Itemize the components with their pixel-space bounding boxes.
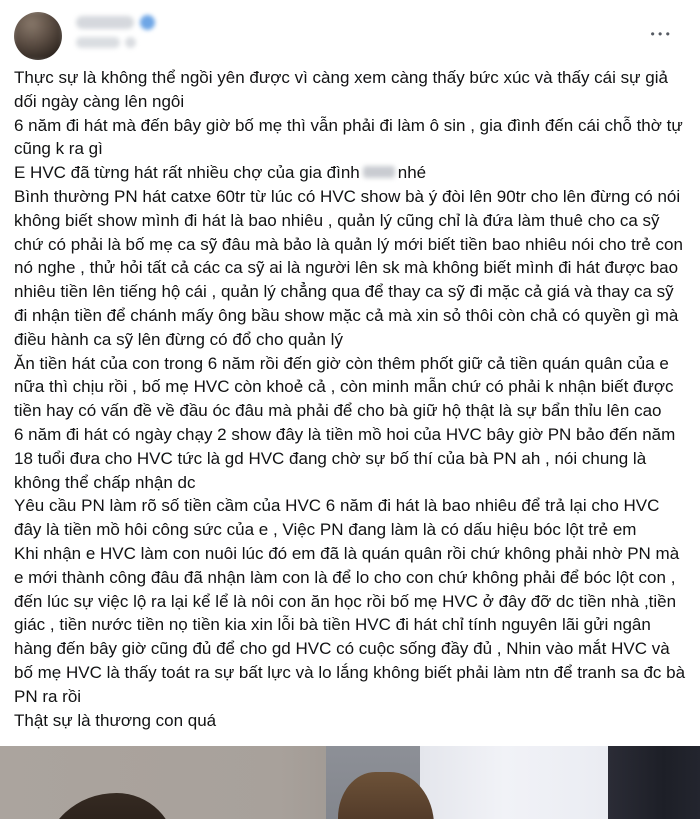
avatar[interactable] <box>14 12 62 60</box>
post-paragraph: Thực sự là không thể ngồi yên được vì càng xem càng thấy bức xúc và thấy cái sự giả dối ngày càng lên ngôi <box>14 68 668 111</box>
post-paragraph: 6 năm đi hát mà đến bây giờ bố mẹ thì vẫn phải đi làm ô sin , gia đình đến cái chỗ thờ tự cũng k ra gì <box>14 115 683 159</box>
blurred-author-name[interactable] <box>76 16 134 29</box>
blurred-timestamp[interactable] <box>76 37 120 48</box>
post-header <box>0 0 700 62</box>
author-name-row <box>76 15 155 30</box>
post-paragraph: Khi nhận e HVC làm con nuôi lúc đó em đã là quán quân rồi chứ không phải nhờ PN mà e mới thành công đâu đã nhận làm con là để lo cho con chứ không phải để bóc lột con , đến lúc sự việc lộ ra lại kể lể là nôi con ăn học rồi bố mẹ HVC ở đây đỡ dc tiền nhà ,tiền giác , tiền nước tiền nọ tiền kia xin lỗi bà tiền HVC đi hát chỉ tính nguyên lãi gửi ngân hàng đến bây giờ cũng đủ để cho gd HVC có cuộc sống đầy đủ , Nhin vào mắt HVC và bố mẹ HVC là thấy toát ra sự bất lực và lo lắng không biết phải làm ntn để tranh sa đc bà PN ra rồi <box>14 543 686 706</box>
privacy-globe-icon <box>125 37 136 48</box>
post-paragraph: Bình thường PN hát catxe 60tr từ lúc có HVC show bà ý đòi lên 90tr cho lên đừng có nói không biết show mình đi hát là bao nhiêu , quản lý cũng chỉ là đứa làm thuê cho ca sỹ chứ có phải là bố mẹ ca sỹ đâu mà bảo là quản lý mới biết tiền bao nhiêu nói cho trẻ con nó nghe , thử hỏi tất cả các ca sỹ ai là người lên sk mà không biết mình đi hát được bao nhiêu tiền lên tiếng hộ cái , quản lý chẳng qua để thay ca sỹ đi mặc cả giá và thay ca sỹ đi nhận tiền để chánh mấy ông bầu show mặc cả mà xin sỏ thôi còn chả có quyền gì mà điều hành ca sỹ lên đừng có đổ cho quản lý <box>14 186 683 349</box>
blurred-family-name <box>363 166 395 178</box>
post-paragraph: Yêu cầu PN làm rõ số tiền cầm của HVC 6 năm đi hát là bao nhiêu để trả lại cho HVC đây là tiền mồ hôi công sức của e , Việc PN đang làm là có dấu hiệu bóc lột trẻ em <box>14 496 660 540</box>
post-paragraph: Thật sự là thương con quá <box>14 710 217 730</box>
post-paragraph: 6 năm đi hát có ngày chạy 2 show đây là tiền mồ hoi của HVC bây giờ PN bảo đến năm 18 tuổi đưa cho HVC tức là gd HVC đang chờ sự bố thí của bà PN ah , nói chung là không thể chấp nhận dc <box>14 424 676 492</box>
verified-badge-icon <box>140 15 155 30</box>
post-photo[interactable] <box>0 746 700 819</box>
post-text <box>0 62 700 732</box>
post-paragraph-text: E HVC đã từng hát rất nhiều chợ của gia đình <box>14 163 360 183</box>
post-meta-row <box>76 37 155 48</box>
photo-dark-panel <box>608 746 700 819</box>
post-paragraph <box>14 161 688 185</box>
post-paragraph-text: nhé <box>397 163 427 183</box>
blurred-avatar-image <box>14 12 62 60</box>
post-paragraph: Ăn tiền hát của con trong 6 năm rồi đến giờ còn thêm phốt giữ cả tiền quán quân của e nữa thì chịu rồi , bố mẹ HVC còn khoẻ cả , còn minh mẫn chứ có phải k nhận biết được tiền hay có vấn đề về đầu óc đâu mà phải để cho bà giữ hộ thật là sự bẩn thỉu lên cao <box>14 353 674 421</box>
author-meta <box>76 15 155 48</box>
photo-white-panel <box>420 746 608 819</box>
photo-person-left-hair <box>44 793 176 819</box>
post-options-button[interactable]: ●●● <box>650 29 673 38</box>
